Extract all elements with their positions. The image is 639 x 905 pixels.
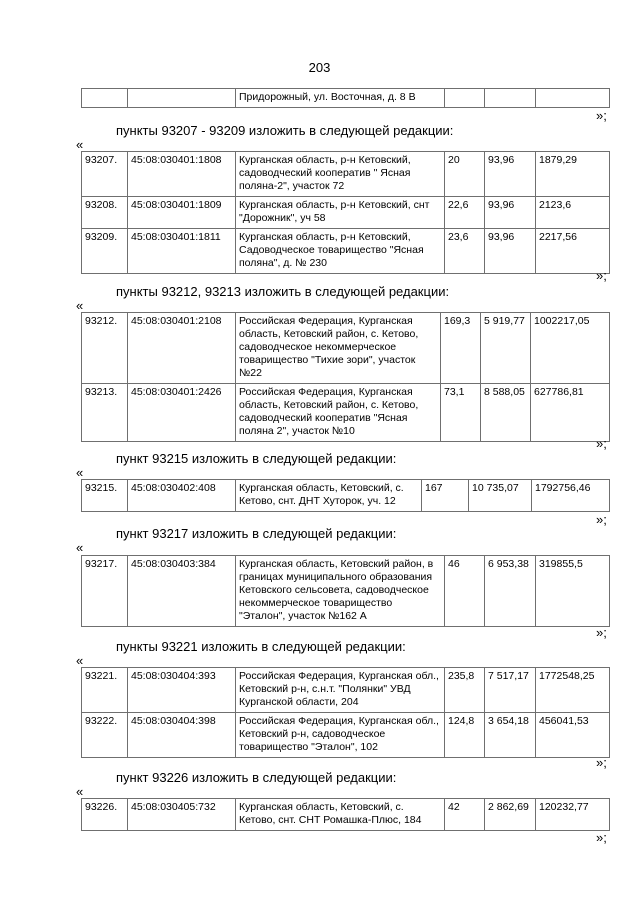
close-quote: »; (596, 755, 607, 770)
table-row (82, 89, 610, 108)
table-row (82, 556, 610, 627)
data-table (81, 667, 610, 758)
open-quote: « (76, 653, 84, 668)
data-table (81, 479, 610, 512)
close-quote: »; (596, 108, 607, 123)
cell-address: Курганская область, р-н Кетовский, Садоводческое товарищество "Ясная поляна", д. № 230 (236, 229, 445, 274)
cell-address: Российская Федерация, Курганская область, Кетовский район, с. Кетово, садоводческий кооператив "Ясная поляна 2", участок №10 (236, 384, 441, 442)
cell-index: 93208. (82, 197, 128, 229)
cell-index: 93222. (82, 713, 128, 758)
table-row (82, 229, 610, 274)
cell-address: Российская Федерация, Курганская обл., Кетовский р-н, с.н.т. "Полянки" УВД Курганской области, 204 (236, 668, 445, 713)
cell-index: 93212. (82, 313, 128, 384)
cell-address: Придорожный, ул. Восточная, д. 8 В (236, 89, 445, 108)
cell-price: 93,96 (485, 229, 536, 274)
data-table (81, 151, 610, 274)
close-quote: »; (596, 436, 607, 451)
cell-area: 235,8 (445, 668, 485, 713)
close-quote: »; (596, 512, 607, 527)
cell-price: 3 654,18 (485, 713, 536, 758)
section-instruction: пункт 93226 изложить в следующей редакции: (116, 770, 397, 785)
cell-cadastral: 45:08:030405:732 (128, 799, 236, 831)
cell-cadastral: 45:08:030401:1808 (128, 152, 236, 197)
cell-cadastral: 45:08:030401:1809 (128, 197, 236, 229)
data-table (81, 555, 610, 627)
cell-cadastral: 45:08:030403:384 (128, 556, 236, 627)
section-instruction: пункт 93217 изложить в следующей редакции: (116, 526, 397, 541)
data-table (81, 798, 610, 831)
cell-area: 73,1 (441, 384, 481, 442)
cell-price (485, 89, 536, 108)
cell-index: 93226. (82, 799, 128, 831)
cell-index (82, 89, 128, 108)
cell-area: 167 (422, 480, 469, 512)
cell-value: 1792756,46 (532, 480, 610, 512)
cell-value: 120232,77 (536, 799, 610, 831)
cell-index: 93217. (82, 556, 128, 627)
cell-address: Российская Федерация, Курганская область, Кетовский район, с. Кетово, садоводческое некоммерческое товарищество "Тихие зори", участок №22 (236, 313, 441, 384)
open-quote: « (76, 784, 84, 799)
table-row (82, 799, 610, 831)
cell-value: 1002217,05 (531, 313, 610, 384)
top-fragment-table (81, 88, 610, 108)
cell-value: 2217,56 (536, 229, 610, 274)
cell-index: 93209. (82, 229, 128, 274)
cell-area: 46 (445, 556, 485, 627)
cell-address: Курганская область, Кетовский, с. Кетово, снт. ДНТ Хуторок, уч. 12 (236, 480, 422, 512)
cell-cadastral: 45:08:030402:408 (128, 480, 236, 512)
open-quote: « (76, 298, 84, 313)
cell-cadastral: 45:08:030401:2108 (128, 313, 236, 384)
cell-index: 93221. (82, 668, 128, 713)
cell-value (536, 89, 610, 108)
section-instruction: пункты 93221 изложить в следующей редакции: (116, 639, 406, 654)
section-instruction: пункт 93215 изложить в следующей редакции: (116, 451, 397, 466)
open-quote: « (76, 137, 84, 152)
table-row (82, 313, 610, 384)
page-number: 203 (308, 60, 331, 75)
cell-area: 169,3 (441, 313, 481, 384)
cell-cadastral (128, 89, 236, 108)
cell-area (445, 89, 485, 108)
close-quote: »; (596, 268, 607, 283)
table-row (82, 384, 610, 442)
close-quote: »; (596, 830, 607, 845)
cell-price: 93,96 (485, 197, 536, 229)
cell-address: Курганская область, Кетовский, с. Кетово, снт. СНТ Ромашка-Плюс, 184 (236, 799, 445, 831)
cell-value: 319855,5 (536, 556, 610, 627)
cell-area: 124,8 (445, 713, 485, 758)
cell-address: Российская Федерация, Курганская обл., Кетовский р-н, садоводческое товарищество "Эталон", 102 (236, 713, 445, 758)
cell-cadastral: 45:08:030401:1811 (128, 229, 236, 274)
cell-address: Курганская область, Кетовский район, в границах муниципального образования Кетовского сельсовета, садоводческое некоммерческое товарищество "Эталон", участок №162 А (236, 556, 445, 627)
table-row (82, 668, 610, 713)
cell-area: 22,6 (445, 197, 485, 229)
section-instruction: пункты 93207 - 93209 изложить в следующей редакции: (116, 123, 454, 138)
cell-value: 456041,53 (536, 713, 610, 758)
cell-index: 93215. (82, 480, 128, 512)
cell-address: Курганская область, р-н Кетовский, садоводческий кооператив " Ясная поляна-2", участок 72 (236, 152, 445, 197)
cell-price: 6 953,38 (485, 556, 536, 627)
cell-value: 627786,81 (531, 384, 610, 442)
cell-cadastral: 45:08:030404:393 (128, 668, 236, 713)
open-quote: « (76, 465, 84, 480)
table-row (82, 713, 610, 758)
table-row (82, 197, 610, 229)
cell-price: 5 919,77 (481, 313, 531, 384)
cell-cadastral: 45:08:030401:2426 (128, 384, 236, 442)
cell-area: 20 (445, 152, 485, 197)
section-instruction: пункты 93212, 93213 изложить в следующей редакции: (116, 284, 450, 299)
data-table (81, 312, 610, 442)
cell-area: 42 (445, 799, 485, 831)
close-quote: »; (596, 625, 607, 640)
cell-price: 10 735,07 (469, 480, 532, 512)
cell-area: 23,6 (445, 229, 485, 274)
cell-price: 7 517,17 (485, 668, 536, 713)
cell-index: 93213. (82, 384, 128, 442)
cell-price: 8 588,05 (481, 384, 531, 442)
cell-value: 2123,6 (536, 197, 610, 229)
cell-index: 93207. (82, 152, 128, 197)
cell-value: 1879,29 (536, 152, 610, 197)
open-quote: « (76, 540, 84, 555)
cell-value: 1772548,25 (536, 668, 610, 713)
cell-address: Курганская область, р-н Кетовский, снт "Дорожник", уч 58 (236, 197, 445, 229)
table-row (82, 152, 610, 197)
cell-cadastral: 45:08:030404:398 (128, 713, 236, 758)
cell-price: 93,96 (485, 152, 536, 197)
cell-price: 2 862,69 (485, 799, 536, 831)
table-row (82, 480, 610, 512)
